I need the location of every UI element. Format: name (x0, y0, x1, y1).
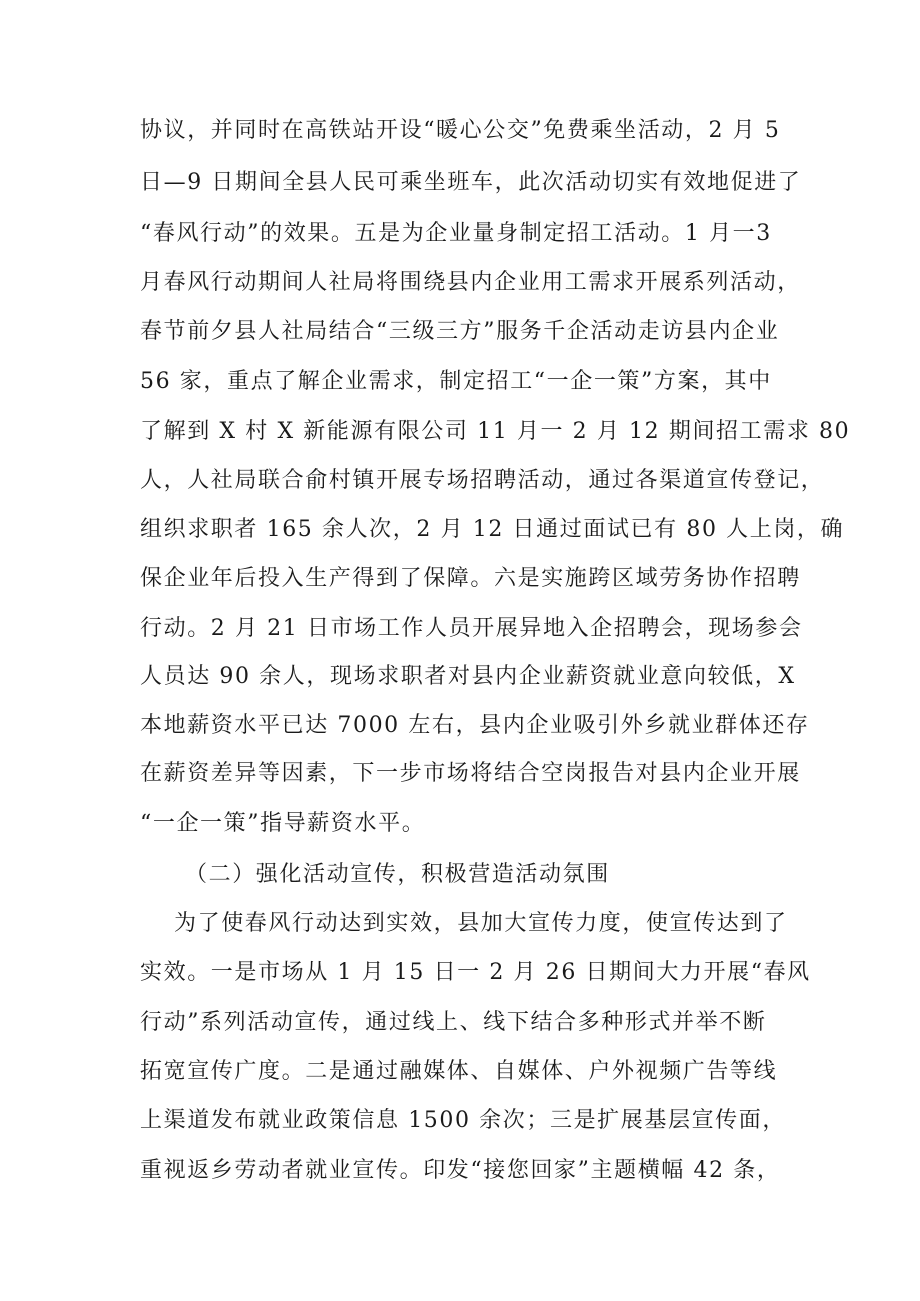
body-line: 日—9 日期间全县人民可乘坐班车，此次活动切实有效地促进了 (140, 170, 802, 195)
body-line: 月春风行动期间人社局将围绕县内企业用工需求开展系列活动， (140, 270, 801, 295)
body-line: 行动。2 月 21 日市场工作人员开展异地入企招聘会，现场参会 (140, 616, 803, 641)
body-line: 为了使春风行动达到实效，县加大宣传力度，使宣传达到了 (174, 911, 788, 936)
body-line: 上渠道发布就业政策信息 1500 余次；三是扩展基层宣传面， (140, 1108, 786, 1133)
body-line: 在薪资差异等因素，下一步市场将结合空岗报告对县内企业开展 (140, 761, 801, 786)
body-line: 人员达 90 余人，现场求职者对县内企业薪资就业意向较低，X (140, 664, 796, 689)
body-line: 行动”系列活动宣传，通过线上、线下结合多种形式并举不断 (140, 1010, 767, 1035)
section-heading: （二）强化活动宣传，积极营造活动氛围 (185, 862, 610, 887)
body-line: 人，人社局联合俞村镇开展专场招聘活动，通过各渠道宣传登记， (140, 468, 825, 493)
body-line: 协议，并同时在高铁站开设“暖心公交”免费乘坐活动，2 月 5 (140, 118, 781, 143)
body-line: 拓宽宣传广度。二是通过融媒体、自媒体、户外视频广告等线 (140, 1059, 778, 1084)
body-line: 春节前夕县人社局结合“三级三方”服务千企活动走访县内企业 (140, 319, 780, 344)
body-line: 实效。一是市场从 1 月 15 日一 2 月 26 日期间大力开展“春风 (140, 960, 811, 985)
body-line: 56 家，重点了解企业需求，制定招工“一企一策”方案，其中 (140, 369, 772, 394)
body-line: “一企一策”指导薪资水平。 (140, 811, 426, 836)
body-line: 组织求职者 165 余人次，2 月 12 日通过面试已有 80 人上岗，确 (140, 517, 845, 542)
body-line: 重视返乡劳动者就业宣传。印发“接您回家”主题横幅 42 条， (140, 1158, 781, 1183)
body-line: 保企业年后投入生产得到了保障。六是实施跨区域劳务协作招聘 (140, 566, 801, 591)
body-line: 了解到 X 村 X 新能源有限公司 11 月一 2 月 12 期间招工需求 80 (140, 419, 851, 444)
body-line: 本地薪资水平已达 7000 左右，县内企业吸引外乡就业群体还存 (140, 713, 810, 738)
body-line: “春风行动”的效果。五是为企业量身制定招工活动。1 月一3 (140, 221, 772, 246)
